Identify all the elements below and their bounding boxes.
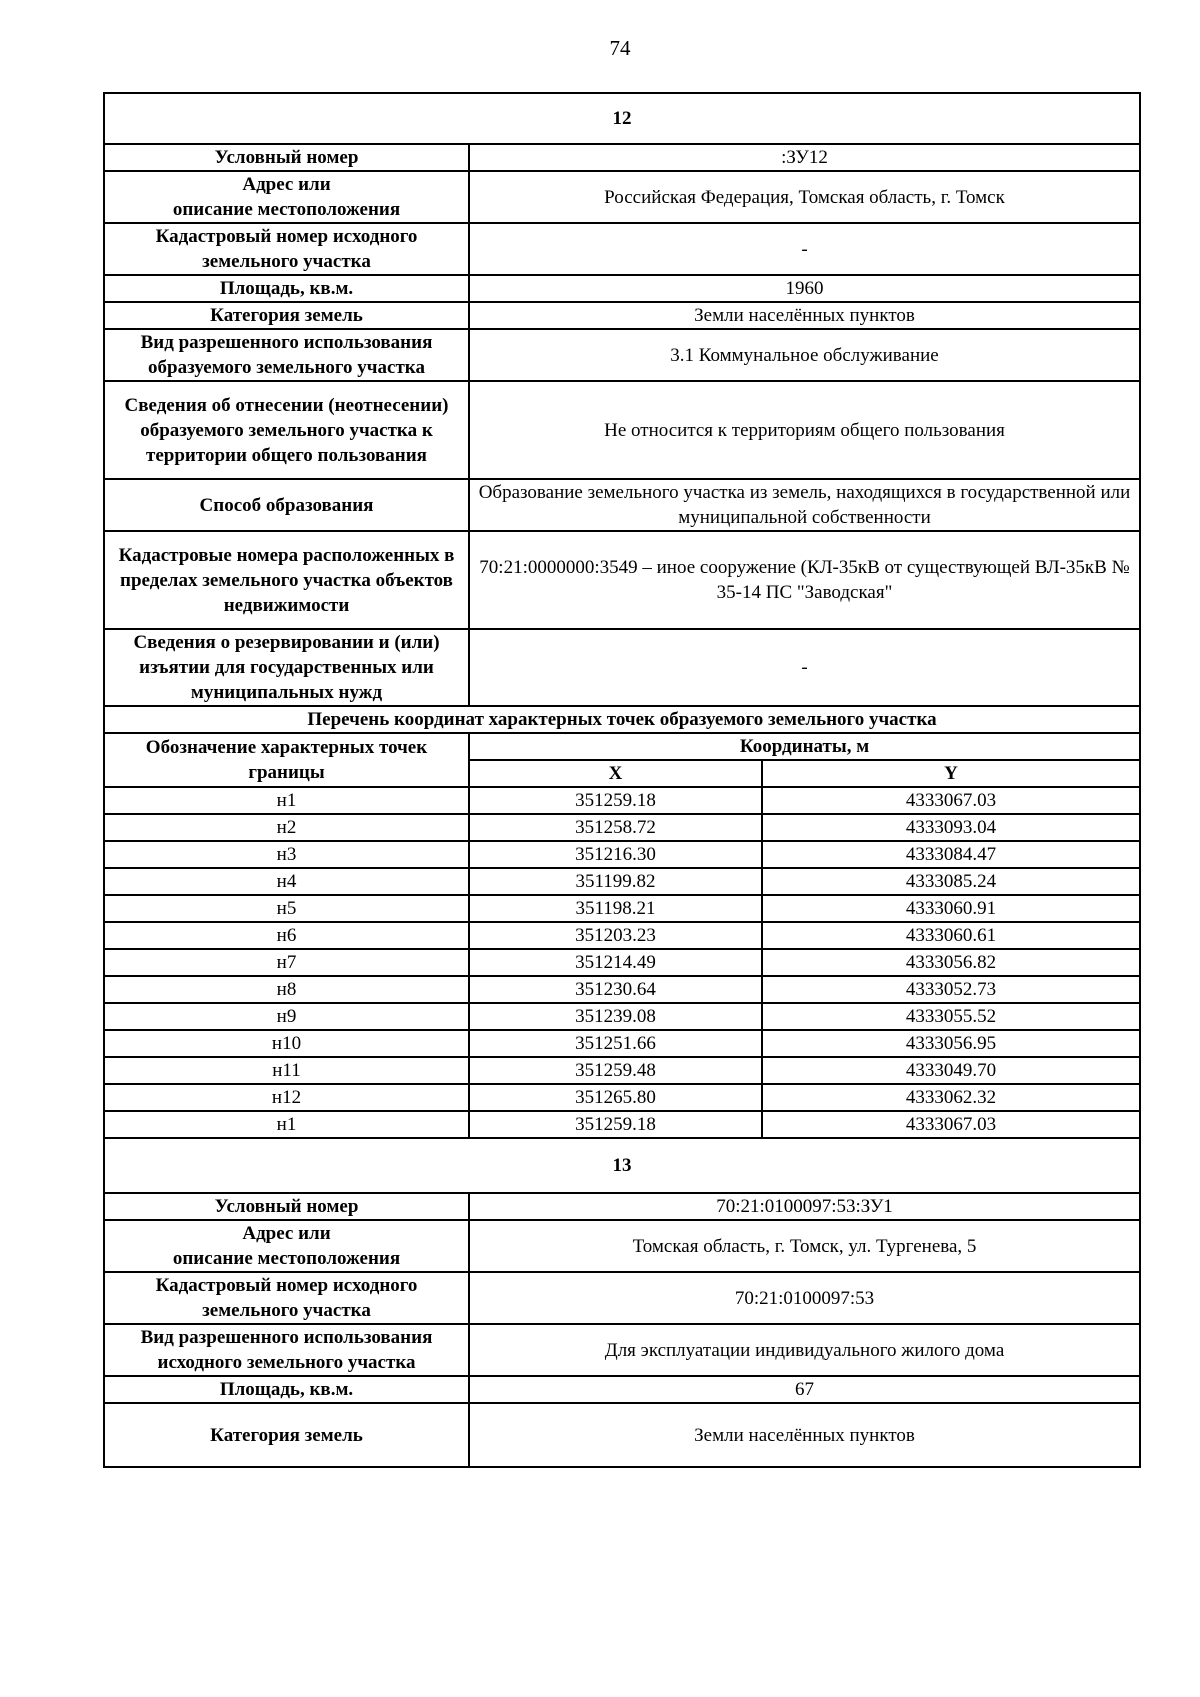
address-label-text: Адрес или описание местоположения: [172, 174, 401, 220]
point-name: н5: [104, 895, 469, 922]
area-label-13: Площадь, кв.м.: [104, 1376, 469, 1403]
formation-method-value: Образование земельного участка из земель, находящихся в государственной или муниципальной собственности: [469, 479, 1140, 531]
point-name: н8: [104, 976, 469, 1003]
address-value: Российская Федерация, Томская область, г. Томск: [469, 171, 1140, 223]
real-estate-objects-value: 70:21:0000000:3549 – иное сооружение (КЛ-35кВ от существующей ВЛ-35кВ № 35-14 ПС "Заводская": [469, 531, 1140, 629]
land-category-value: Земли населённых пунктов: [469, 302, 1140, 329]
point-x: 351259.48: [469, 1057, 762, 1084]
point-x: 351199.82: [469, 868, 762, 895]
point-y: 4333085.24: [762, 868, 1140, 895]
coordinates-title: Перечень координат характерных точек образуемого земельного участка: [104, 706, 1140, 733]
point-name: н1: [104, 1111, 469, 1138]
area-value: 1960: [469, 275, 1140, 302]
coordinates-column-header: Координаты, м: [469, 733, 1140, 760]
point-y: 4333060.61: [762, 922, 1140, 949]
source-cadastral-number-label-13: Кадастровый номер исходного земельного участка: [104, 1272, 469, 1324]
point-x: 351259.18: [469, 1111, 762, 1138]
x-column-header: X: [469, 760, 762, 787]
address-value-13: Томская область, г. Томск, ул. Тургенева, 5: [469, 1220, 1140, 1272]
source-cadastral-number-value: -: [469, 223, 1140, 275]
point-name: н2: [104, 814, 469, 841]
point-x: 351239.08: [469, 1003, 762, 1030]
point-name: н7: [104, 949, 469, 976]
conditional-number-label: Условный номер: [104, 144, 469, 171]
table-row: [104, 1084, 1140, 1111]
point-x: 351216.30: [469, 841, 762, 868]
point-y: 4333084.47: [762, 841, 1140, 868]
formation-method-label: Способ образования: [104, 479, 469, 531]
table-row: [104, 868, 1140, 895]
point-x: 351265.80: [469, 1084, 762, 1111]
point-name: н3: [104, 841, 469, 868]
reservation-value: -: [469, 629, 1140, 706]
point-y: 4333067.03: [762, 787, 1140, 814]
point-x: 351259.18: [469, 787, 762, 814]
land-category-label-13: Категория земель: [104, 1403, 469, 1467]
point-x: 351251.66: [469, 1030, 762, 1057]
point-y: 4333052.73: [762, 976, 1140, 1003]
point-y: 4333055.52: [762, 1003, 1140, 1030]
public-territory-label: Сведения об отнесении (неотнесении) образуемого земельного участка к территории общего пользования: [104, 381, 469, 479]
land-category-label: Категория земель: [104, 302, 469, 329]
permitted-use-label: Вид разрешенного использования образуемого земельного участка: [104, 329, 469, 381]
table-row: [104, 1057, 1140, 1084]
point-y: 4333056.95: [762, 1030, 1140, 1057]
table-row: [104, 841, 1140, 868]
table-row: [104, 787, 1140, 814]
point-x: 351203.23: [469, 922, 762, 949]
table-row: [104, 922, 1140, 949]
address-label-13-text: Адрес или описание местоположения: [172, 1223, 401, 1269]
permitted-use-label-13: Вид разрешенного использования исходного земельного участка: [104, 1324, 469, 1376]
permitted-use-value: 3.1 Коммунальное обслуживание: [469, 329, 1140, 381]
point-name: н6: [104, 922, 469, 949]
address-label-13: [104, 1220, 469, 1272]
point-name: н10: [104, 1030, 469, 1057]
land-plot-table: [103, 92, 1141, 1468]
point-x: 351230.64: [469, 976, 762, 1003]
point-x: 351214.49: [469, 949, 762, 976]
point-x: 351258.72: [469, 814, 762, 841]
conditional-number-value-13: 70:21:0100097:53:ЗУ1: [469, 1193, 1140, 1220]
point-y: 4333093.04: [762, 814, 1140, 841]
section-13-number: 13: [104, 1138, 1140, 1193]
table-row: [104, 1003, 1140, 1030]
area-value-13: 67: [469, 1376, 1140, 1403]
reservation-label: Сведения о резервировании и (или) изъятии для государственных или муниципальных нужд: [104, 629, 469, 706]
point-name: н1: [104, 787, 469, 814]
public-territory-value: Не относится к территориям общего пользования: [469, 381, 1140, 479]
address-label: [104, 171, 469, 223]
y-column-header: Y: [762, 760, 1140, 787]
point-name: н9: [104, 1003, 469, 1030]
point-y: 4333060.91: [762, 895, 1140, 922]
point-name: н12: [104, 1084, 469, 1111]
conditional-number-label-13: Условный номер: [104, 1193, 469, 1220]
source-cadastral-number-value-13: 70:21:0100097:53: [469, 1272, 1140, 1324]
points-column-header: Обозначение характерных точек границы: [104, 733, 469, 787]
point-name: н11: [104, 1057, 469, 1084]
point-y: 4333062.32: [762, 1084, 1140, 1111]
source-cadastral-number-label: Кадастровый номер исходного земельного участка: [104, 223, 469, 275]
table-row: [104, 1030, 1140, 1057]
permitted-use-value-13: Для эксплуатации индивидуального жилого дома: [469, 1324, 1140, 1376]
table-row: [104, 1111, 1140, 1138]
conditional-number-value: :ЗУ12: [469, 144, 1140, 171]
point-y: 4333056.82: [762, 949, 1140, 976]
point-y: 4333067.03: [762, 1111, 1140, 1138]
table-row: [104, 976, 1140, 1003]
table-row: [104, 814, 1140, 841]
table-row: [104, 949, 1140, 976]
section-12-number: 12: [104, 93, 1140, 144]
area-label: Площадь, кв.м.: [104, 275, 469, 302]
real-estate-objects-label: Кадастровые номера расположенных в пределах земельного участка объектов недвижимости: [104, 531, 469, 629]
point-x: 351198.21: [469, 895, 762, 922]
point-name: н4: [104, 868, 469, 895]
page-number: 74: [609, 36, 631, 60]
table-row: [104, 895, 1140, 922]
land-category-value-13: Земли населённых пунктов: [469, 1403, 1140, 1467]
point-y: 4333049.70: [762, 1057, 1140, 1084]
